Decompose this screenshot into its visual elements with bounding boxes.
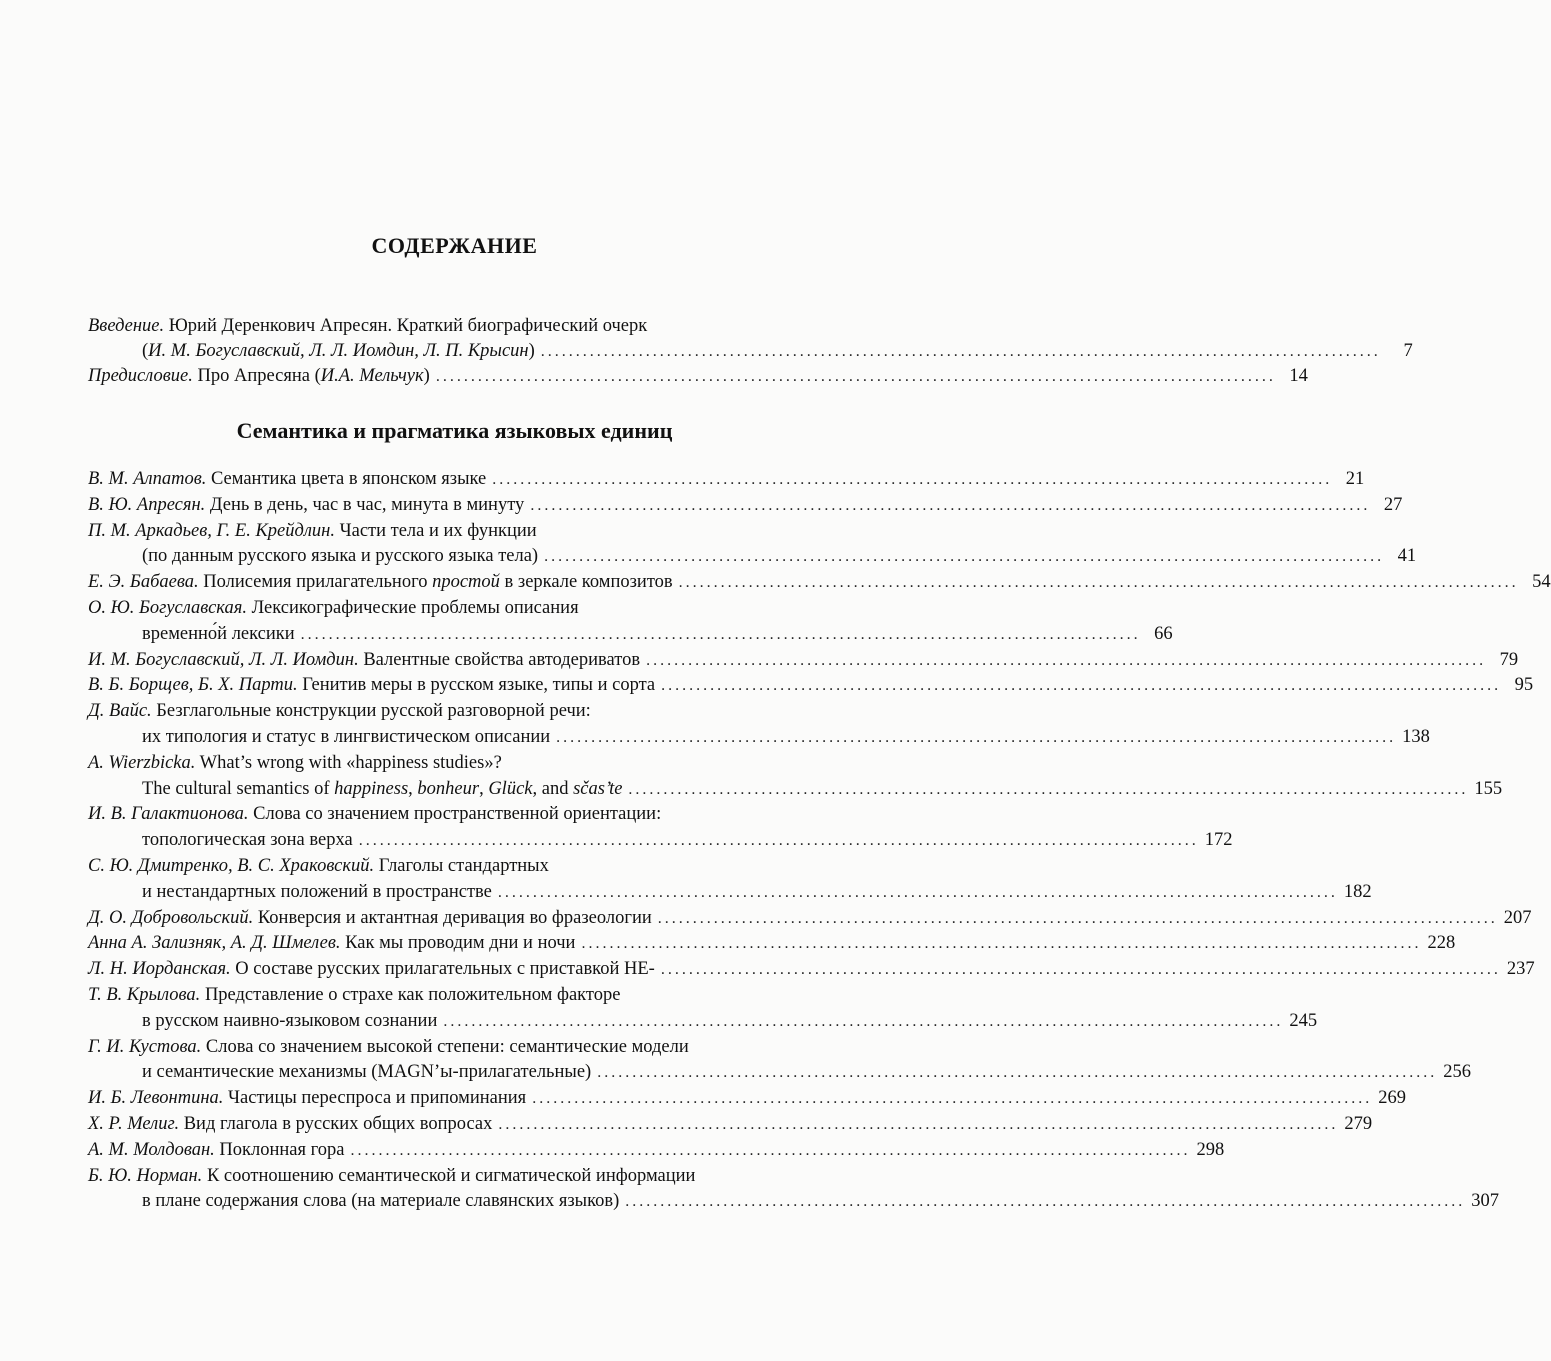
entry-text: Как мы проводим дни и ночи [340,933,576,953]
entry-author: Д. Вайс. [88,701,152,721]
entry-text: , [408,779,418,799]
entry-text: День в день, час в час, минута в минуту [205,495,525,515]
entry-author: Л. Н. Иорданская. [88,959,231,979]
dot-leader: ........................................................................................................................ [358,832,1199,849]
entry-author: Х. Р. Мелиг. [88,1114,180,1134]
page-number: 155 [1474,779,1503,799]
toc-entry [88,750,845,776]
toc-entry-continuation [142,879,1372,905]
entry-author: А. М. Молдован. [88,1140,215,1160]
dot-leader: ........................................................................................................................ [497,884,1338,901]
dot-leader: ........................................................................................................................ [530,497,1371,514]
dot-leader: ........................................................................................................................ [350,1142,1191,1159]
toc-entry [88,905,1532,931]
toc-entry [88,1085,1406,1111]
section-title: Семантика и прагматика языковых единиц [236,418,673,443]
entry-text: и семантические механизмы (MAGN’ы-прилагательные) [142,1062,592,1082]
entry-emphasis: простой [432,572,500,592]
entry-text: Юрий Деренкович Апресян. Краткий биографический очерк [164,316,648,336]
toc-entry [88,569,1551,595]
entry-text: и нестандартных положений в пространстве [142,882,492,902]
entry-author: Г. И. Кустова. [88,1037,202,1057]
dot-leader: ........................................................................................................................ [300,626,1141,643]
toc-entry [88,930,1456,956]
toc-entry-continuation [142,1059,1471,1085]
dot-leader: ........................................................................................................................ [498,1116,1339,1133]
toc-entry-intro [88,313,845,339]
toc-entry [88,1034,845,1060]
entry-text: Глаголы стандартных [374,856,549,876]
entry-text: Частицы переспроса и припоминания [223,1088,527,1108]
entry-text: Конверсия и актантная деривация во фразеологии [253,908,652,928]
entry-text: Части тела и их функции [334,521,537,541]
toc-entry [88,698,845,724]
dot-leader: ........................................................................................................................ [544,548,1385,565]
toc-entry-continuation [142,621,1173,647]
entry-emphasis: happiness [334,779,409,799]
entry-author: О. Ю. Богуславская. [88,598,247,618]
dot-leader: ........................................................................................................................ [625,1193,1466,1210]
entry-text-2: ) [423,366,430,386]
entry-text: , [479,779,489,799]
toc-entry-continuation [142,1008,1318,1034]
entry-text: временно́й лексики [142,624,295,644]
dot-leader: ........................................................................................................................ [678,574,1519,591]
dot-leader: ........................................................................................................................ [492,471,1333,488]
entry-text: Генитив меры в русском языке, типы и сорта [297,675,656,695]
toc-entry [88,595,845,621]
entry-emphasis: Glück [488,779,533,799]
entry-text: Поклонная гора [214,1140,345,1160]
entry-text: К соотношению семантической и сигматической информации [202,1166,696,1186]
toc-entry-continuation [142,724,1430,750]
dot-leader: ........................................................................................................................ [657,910,1498,927]
page-number: 298 [1196,1140,1225,1160]
toc-entry-continuation [142,776,1503,802]
dot-leader: ........................................................................................................................ [661,677,1502,694]
entry-text: топологическая зона верха [142,830,353,850]
toc-entry [88,672,1534,698]
entry-author: Е. Э. Бабаева. [88,572,199,592]
toc-entry [88,982,845,1008]
entry-text: Слова со значением пространственной ориентации: [248,804,662,824]
page-number: 237 [1506,959,1535,979]
dot-leader: ........................................................................................................................ [581,935,1422,952]
entry-author: Д. О. Добровольский. [88,908,254,928]
entry-text: Вид глагола в русских общих вопросах [179,1114,493,1134]
entry-text: The cultural semantics of [142,779,335,799]
entry-text: Валентные свойства автодериватов [358,650,641,670]
dot-leader: ........................................................................................................................ [540,343,1381,360]
dot-leader: ........................................................................................................................ [597,1064,1438,1081]
entry-text: What’s wrong with «happiness studies»? [195,753,502,773]
paren-open: ( [142,341,149,361]
dot-leader: ........................................................................................................................ [443,1013,1284,1030]
page-number: 27 [1383,495,1403,515]
toc-entry [88,466,1365,492]
entry-text: в плане содержания слова (на материале славянских языков) [142,1191,620,1211]
page-number: 228 [1427,933,1456,953]
entry-text: Слова со значением высокой степени: семантические модели [201,1037,689,1057]
entry-author: В. Б. Борщев, Б. Х. Парти. [88,675,298,695]
entry-author: Б. Ю. Норман. [88,1166,203,1186]
toc-entry [88,956,1535,982]
paren-close: ) [528,341,535,361]
page-number: 307 [1471,1191,1500,1211]
toc-entry [88,1137,1225,1163]
entry-text: О составе русских прилагательных с приставкой НЕ- [230,959,655,979]
page-number: 14 [1289,366,1308,386]
dot-leader: ........................................................................................................................ [660,961,1501,978]
page-title: СОДЕРЖАНИЕ [371,233,538,258]
page-number: 7 [1403,341,1413,361]
page-number: 41 [1397,546,1417,566]
entry-author: И. В. Галактионова. [88,804,249,824]
entry-author: И. Б. Левонтина. [88,1088,224,1108]
page-number: 279 [1344,1114,1373,1134]
entry-text: Безглагольные конструкции русской разговорной речи: [151,701,591,721]
entry-author: Введение. [88,316,165,336]
dot-leader: ........................................................................................................................ [532,1090,1373,1107]
entry-author: Т. В. Крылова. [88,985,201,1005]
toc-entry [88,518,845,544]
page-number: 256 [1443,1062,1471,1082]
page-number: 79 [1499,650,1519,670]
entry-author: Предисловие. [88,366,193,386]
page-number: 207 [1503,908,1532,928]
entry-emphasis: bonheur [417,779,480,799]
entry-text: Семантика цвета в японском языке [206,469,487,489]
entry-text: Лексикографические проблемы описания [246,598,579,618]
entry-author: В. М. Алпатов. [88,469,207,489]
toc-entry [88,853,845,879]
entry-text: Полисемия прилагательного [198,572,433,592]
toc-entry [88,1163,845,1189]
entry-author-2: И.А. Мельчук [320,366,424,386]
page-number: 21 [1345,469,1365,489]
page-number: 54 [1532,572,1551,592]
entry-author: Анна А. Зализняк, А. Д. Шмелев. [88,933,341,953]
entry-text: Про Апресяна ( [192,366,321,386]
dot-leader: ........................................................................................................................ [646,652,1487,669]
entry-author: A. Wierzbicka. [88,753,196,773]
page-number: 182 [1343,882,1372,902]
toc-entry-continuation [142,827,1233,853]
entry-text: их типология и статус в лингвистическом описании [142,727,551,747]
page-number: 95 [1514,675,1534,695]
page-number: 172 [1204,830,1233,850]
entry-text: в русском наивно-языковом сознании [142,1011,438,1031]
entry-author: П. М. Аркадьев, Г. Е. Крейдлин. [88,521,335,541]
page-number: 269 [1378,1088,1406,1108]
dot-leader: ........................................................................................................................ [435,368,1276,385]
toc-entry-preface [88,363,1308,389]
toc-entry-continuation [142,1188,1500,1214]
toc-entry [88,801,845,827]
entry-author: В. Ю. Апресян. [88,495,206,515]
dot-leader: ........................................................................................................................ [556,729,1397,746]
dot-leader: ........................................................................................................................ [628,781,1469,798]
entry-author: И. М. Богуславский, Л. Л. Иомдин. [88,650,359,670]
entry-author: С. Ю. Дмитренко, В. С. Храковский. [88,856,375,876]
entry-text: Представление о страхе как положительном факторе [200,985,621,1005]
page-number: 245 [1289,1011,1318,1031]
toc-entry-intro-cont [142,338,1413,364]
entry-text: , and [532,779,574,799]
page-number: 66 [1154,624,1173,644]
entry-text: в зеркале композитов [499,572,673,592]
entry-emphasis: sčas’te [573,779,623,799]
toc-entry-continuation [142,543,1417,569]
toc-entry [88,1111,1373,1137]
toc-entry [88,647,1519,673]
entry-text: (по данным русского языка и русского языка тела) [142,546,539,566]
entry-author: И. М. Богуславский, Л. Л. Иомдин, Л. П. Крысин [148,341,529,361]
page-number: 138 [1402,727,1430,747]
toc-entry [88,492,1403,518]
